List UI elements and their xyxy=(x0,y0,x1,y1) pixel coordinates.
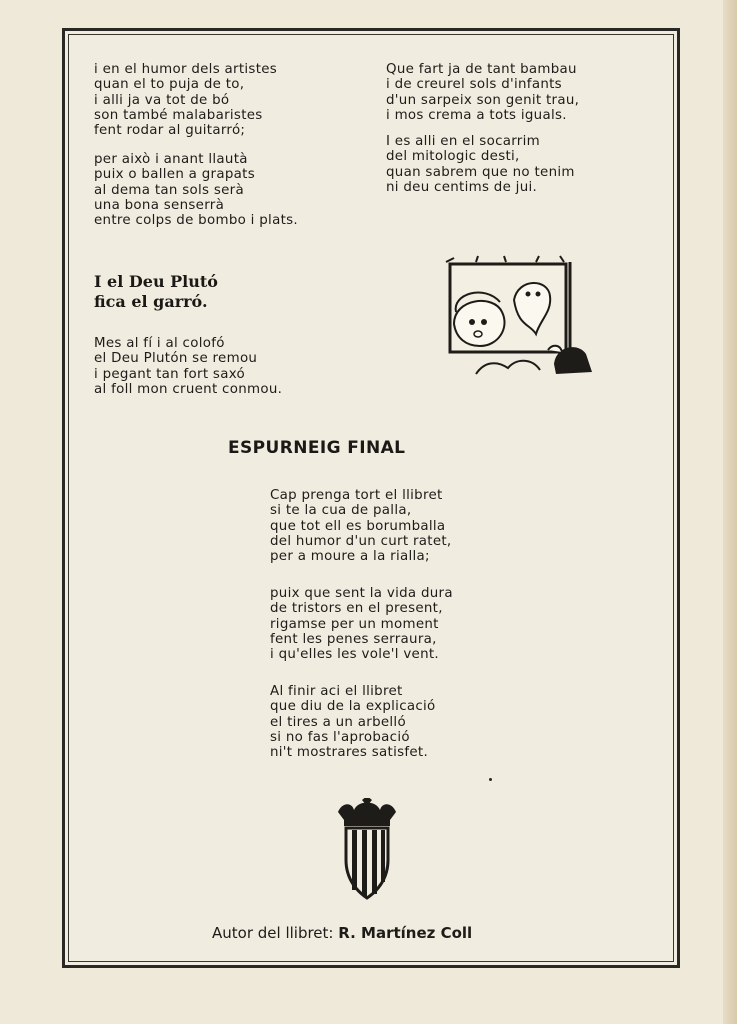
shield-stripe-shape xyxy=(372,830,377,894)
verse-line: Cap prenga tort el llibret xyxy=(270,488,443,503)
verse-line: una bona senserrà xyxy=(94,197,225,213)
verse-line: entre colps de bombo i plats. xyxy=(94,213,298,229)
curtain-top-shape xyxy=(446,256,564,262)
verse-line: fent les penes serraura, xyxy=(270,631,437,647)
final-stanza-2 xyxy=(270,586,453,662)
credit-label: Autor del llibret: xyxy=(212,924,334,942)
girl-eye-shape xyxy=(481,319,487,325)
verse-line: per això i anant llautà xyxy=(94,152,248,167)
right-stanza-2 xyxy=(386,134,575,195)
verse-line: i pegant tan fort saxó xyxy=(94,366,246,382)
verse-line: Al finir aci el llibret xyxy=(270,684,403,699)
verse-line: de tristors en el present, xyxy=(270,601,443,617)
girl-face-shape xyxy=(454,301,505,346)
left-stanza-1 xyxy=(94,62,277,138)
author-name: R. Martínez Coll xyxy=(338,924,473,942)
verse-line: puix o ballen a grapats xyxy=(94,167,255,183)
verse-line: rigamse per un moment xyxy=(270,616,439,632)
verse-line: si te la cua de palla, xyxy=(270,503,412,519)
verse-line: i de creurel sols d'infants xyxy=(386,77,562,93)
verse-line: quan el to puja de to, xyxy=(94,77,245,93)
right-stanza-1 xyxy=(386,62,579,123)
section-heading-pluto xyxy=(94,272,218,312)
verse-line: ni't mostrares satisfet. xyxy=(270,745,429,761)
crown-band-shape xyxy=(344,820,390,826)
heading-line: fica el garró. xyxy=(94,292,208,311)
author-credit xyxy=(212,924,472,942)
verse-line: i en el humor dels artistes xyxy=(94,62,278,77)
verse-line: si no fas l'aprobació xyxy=(270,729,410,745)
ornament-dot xyxy=(489,778,492,781)
cartoon-illustration xyxy=(436,254,600,382)
final-stanza-3 xyxy=(270,684,436,760)
verse-line: que tot ell es borumballa xyxy=(270,518,446,534)
verse-line: fent rodar al guitarró; xyxy=(94,123,246,139)
verse-line: al foll mon cruent conmou. xyxy=(94,381,283,397)
audience-heads-shape xyxy=(476,361,540,374)
verse-line: d'un sarpeix son genit trau, xyxy=(386,92,580,108)
final-section-title: ESPURNEIG FINAL xyxy=(228,438,406,458)
ghost-eye-shape xyxy=(536,292,541,297)
crest-icon xyxy=(332,798,402,900)
shield-stripe-shape xyxy=(381,830,385,882)
verse-line: i alli ja va tot de bó xyxy=(94,92,230,108)
page-edge xyxy=(723,0,737,1024)
left-stanza-2 xyxy=(94,152,298,228)
heading-line: I el Deu Plutó xyxy=(94,272,218,291)
verse-line: el tires a un arbelló xyxy=(270,714,406,730)
verse-line: del mitologic desti, xyxy=(386,149,520,165)
verse-line: el Deu Plutón se remou xyxy=(94,351,258,367)
shield-stripe-shape xyxy=(362,830,367,896)
verse-line: i mos crema a tots iguals. xyxy=(386,107,567,123)
verse-line: ni deu centims de jui. xyxy=(386,179,538,195)
verse-line: son també malabaristes xyxy=(94,107,263,123)
shield-stripe-shape xyxy=(352,830,357,890)
verse-line: del humor d'un curt ratet, xyxy=(270,533,452,549)
verse-line: que diu de la explicació xyxy=(270,699,436,715)
verse-line: puix que sent la vida dura xyxy=(270,586,453,601)
final-stanza-1 xyxy=(270,488,451,564)
verse-line: I es alli en el socarrim xyxy=(386,134,540,149)
verse-line: i qu'elles les vole'l vent. xyxy=(270,647,439,663)
verse-line: al dema tan sols serà xyxy=(94,182,244,198)
verse-line: per a moure a la rialla; xyxy=(270,549,430,565)
verse-line: Mes al fí i al colofó xyxy=(94,336,225,351)
left-stanza-3 xyxy=(94,336,282,397)
verse-line: Que fart ja de tant bambau xyxy=(386,62,577,77)
girl-eye-shape xyxy=(469,319,475,325)
ghost-eye-shape xyxy=(526,292,531,297)
verse-line: quan sabrem que no tenim xyxy=(386,164,575,180)
